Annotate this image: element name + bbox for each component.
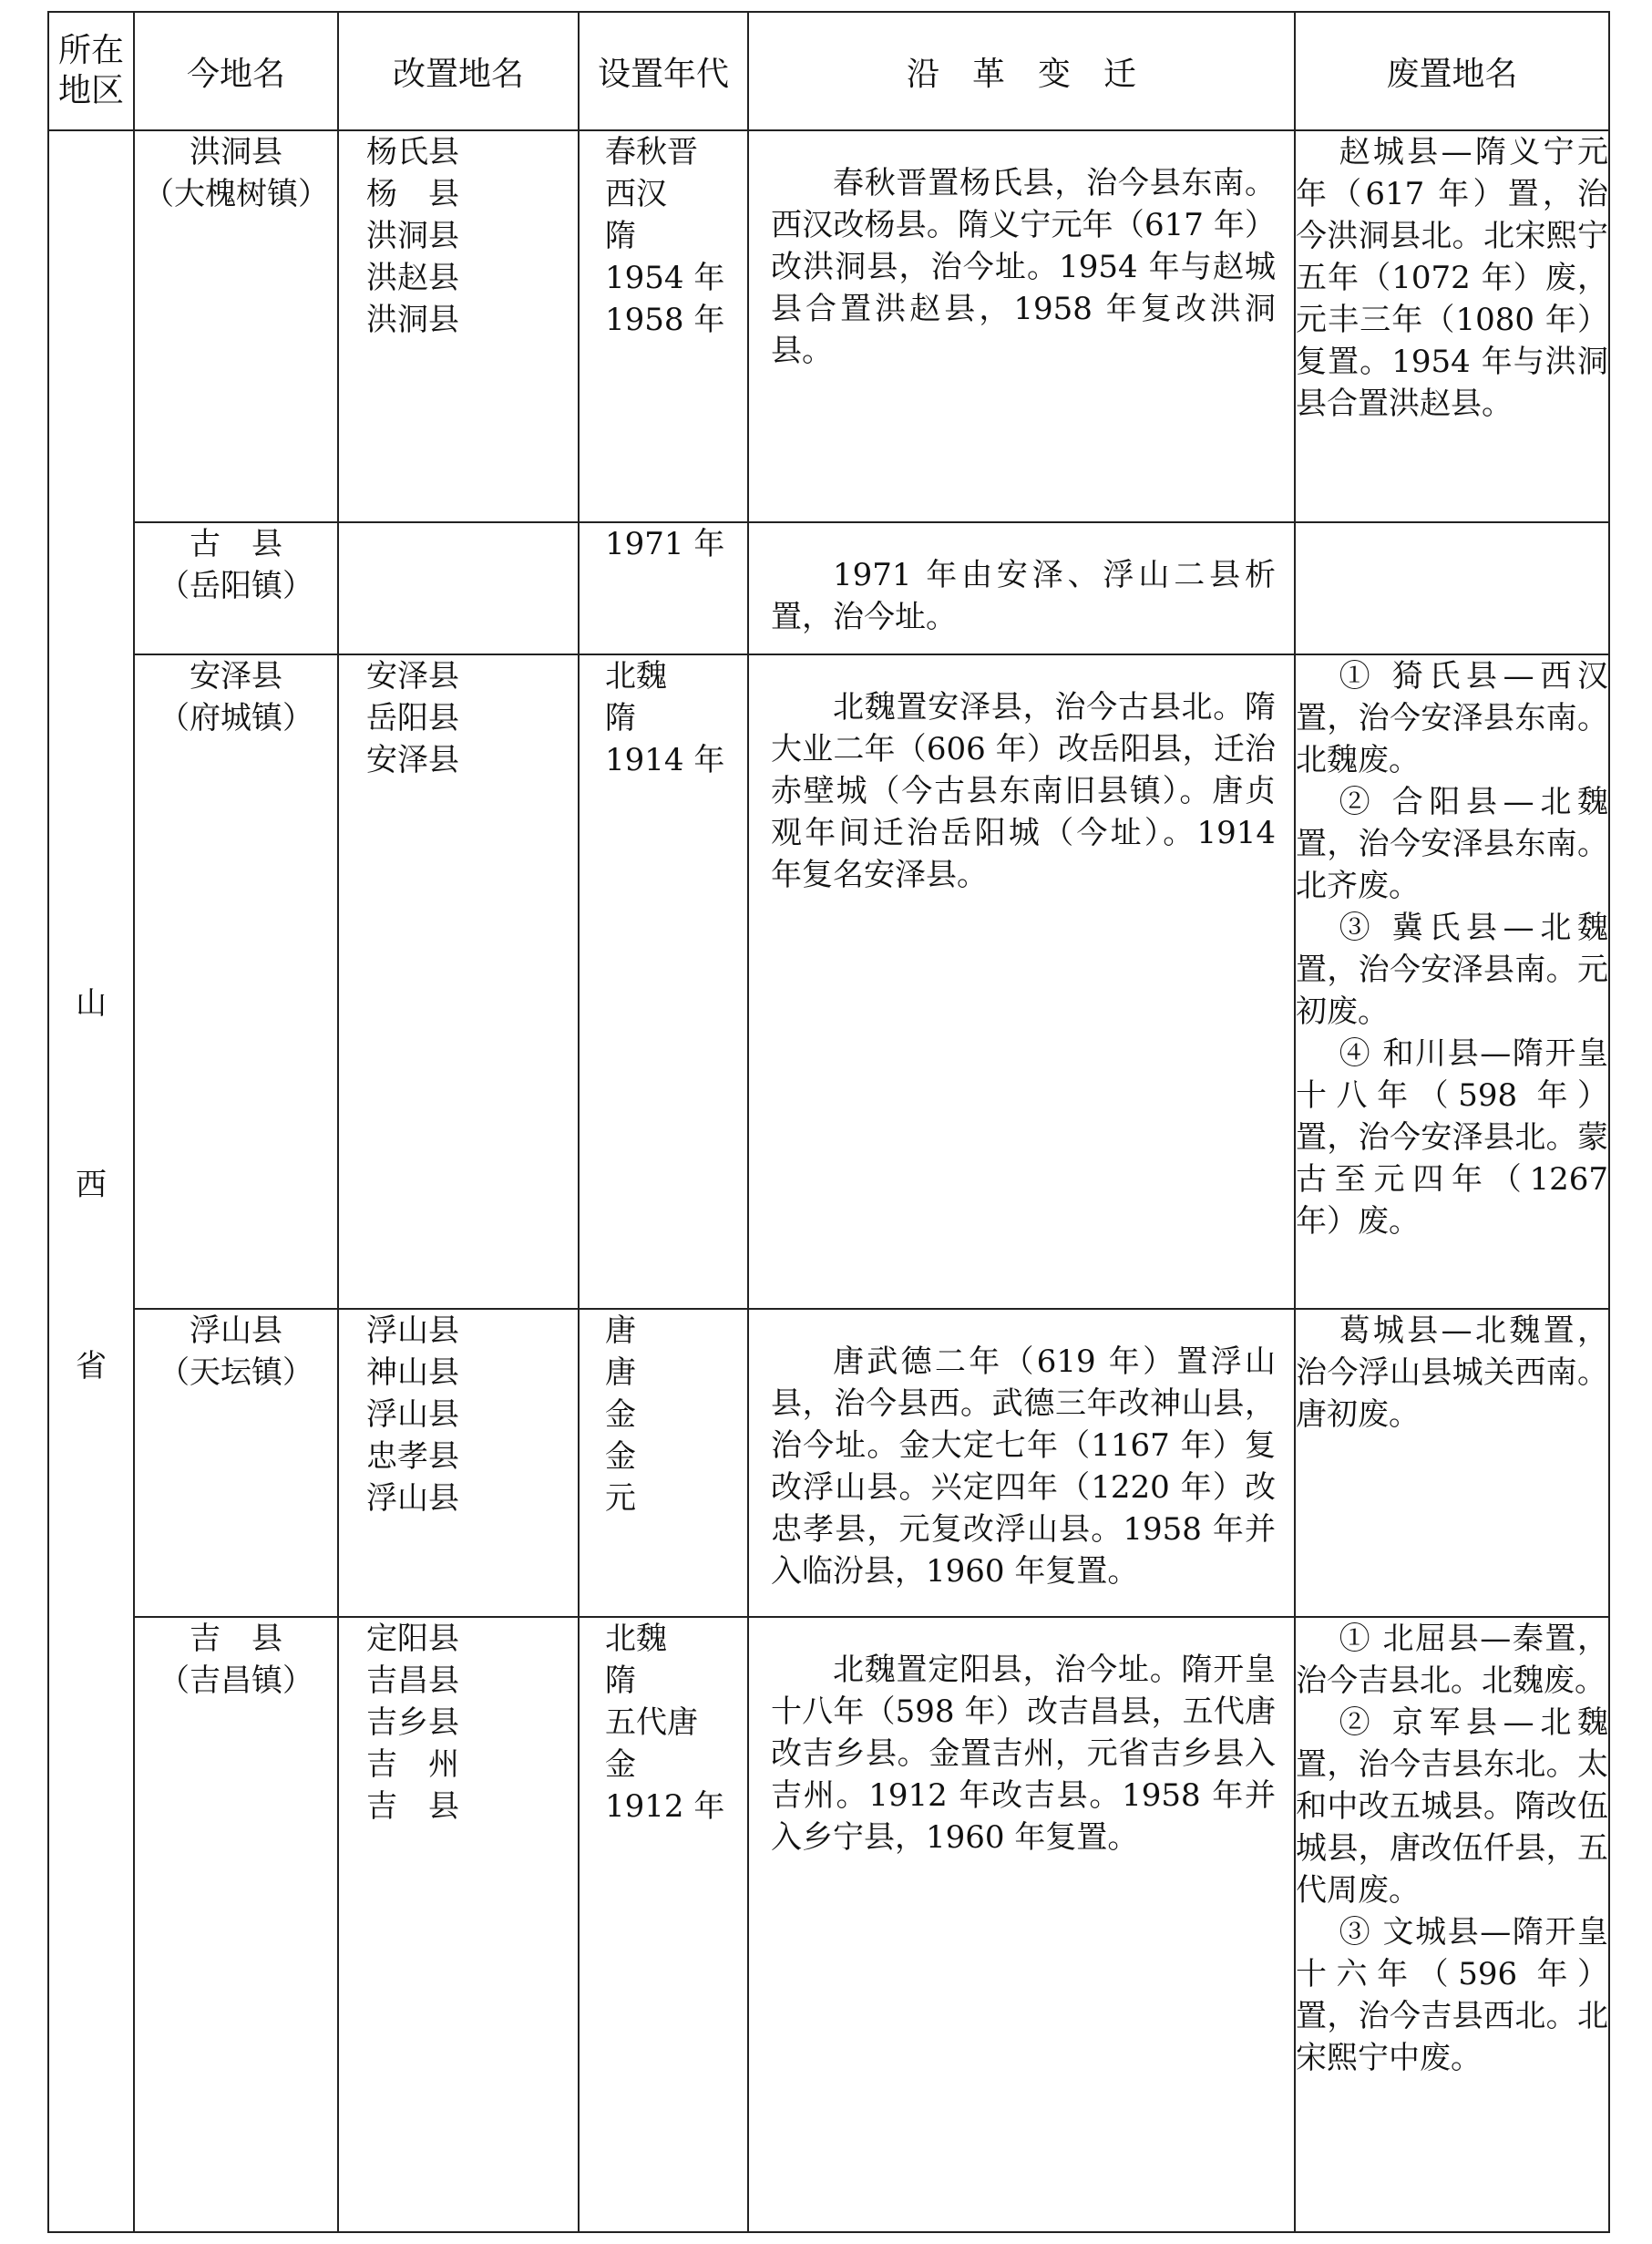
renamed-item: 吉乡县 [366, 1704, 459, 1741]
header-current-name: 今地名 [134, 12, 338, 130]
abolished-item: ② 京军县—北魏置，治今吉县东北。太和中改五城县。隋改伍城县，唐改伍仟县，五代周废。 [1296, 1704, 1608, 1909]
region-char: 山 [76, 984, 107, 1022]
history-cell [748, 522, 1295, 654]
current-name-cell [134, 1309, 338, 1617]
year-item: 春秋晋 [605, 134, 698, 170]
history-text: 北魏置定阳县，治今址。隋开皇十八年（598 年）改吉昌县，五代唐改吉乡县。金置吉州，元省吉乡县入吉州。1912 年改吉县。1958 年并入乡宁县，1960 年复置。 [771, 1652, 1276, 1856]
renamed-item: 浮山县 [366, 1480, 459, 1517]
table-row [48, 1309, 1609, 1617]
renamed-item: 定阳县 [366, 1621, 459, 1657]
abolished-cell [1295, 1617, 1609, 2232]
renamed-item: 岳阳县 [366, 700, 459, 736]
year-item: 1914 年 [605, 742, 725, 778]
abolished-item: 葛城县—北魏置，治今浮山县城关西南。唐初废。 [1296, 1312, 1608, 1433]
abolished-item: 赵城县—隋义宁元年（617 年）置，治今洪洞县北。北宋熙宁五年（1072 年）废，元丰三年（1080 年）复置。1954 年与洪洞县合置洪赵县。 [1296, 134, 1608, 422]
renamed-cell [338, 1617, 579, 2232]
renamed-item: 洪洞县 [366, 218, 459, 254]
year-item: 金 [605, 1746, 636, 1783]
year-cell [579, 130, 748, 522]
year-cell [579, 1309, 748, 1617]
renamed-item: 吉 县 [366, 1788, 459, 1825]
header-year: 设置年代 [579, 12, 748, 130]
renamed-item: 吉 州 [366, 1746, 459, 1783]
region-char: 省 [76, 1347, 107, 1384]
year-cell [579, 654, 748, 1309]
abolished-cell [1295, 522, 1609, 654]
history-cell [748, 654, 1295, 1309]
region-cell [48, 130, 134, 2232]
abolished-item: ② 合阳县—北魏置，治今安泽县东南。北齐废。 [1296, 784, 1608, 904]
abolished-item: ④ 和川县—隋开皇十八年（598 年）置，治今安泽县北。蒙古至元四年（1267 年）废。 [1296, 1035, 1608, 1240]
year-item: 元 [605, 1480, 636, 1517]
year-cell [579, 522, 748, 654]
renamed-item: 洪洞县 [366, 302, 459, 338]
history-cell [748, 130, 1295, 522]
year-item: 1912 年 [605, 1788, 725, 1825]
renamed-item: 杨 县 [366, 176, 459, 212]
abolished-cell [1295, 130, 1609, 522]
renamed-cell [338, 654, 579, 1309]
renamed-cell [338, 522, 579, 654]
year-item: 西汉 [605, 176, 667, 212]
current-name-cell [134, 522, 338, 654]
history-table [47, 11, 1610, 2233]
region-char: 西 [76, 1166, 107, 1203]
history-text: 唐武德二年（619 年）置浮山县，治今县西。武德三年改神山县，治今址。金大定七年（1167 年）复改浮山县。兴定四年（1220 年）改忠孝县，元复改浮山县。1958 年并入临汾县，1960 年复置。 [771, 1343, 1276, 1590]
year-cell [579, 1617, 748, 2232]
abolished-item: ① 猗氏县—西汉置，治今安泽县东南。北魏废。 [1296, 658, 1608, 778]
current-name-cell [134, 654, 338, 1309]
current-name: 洪洞县 [190, 134, 282, 170]
year-item: 金 [605, 1396, 636, 1433]
history-text: 1971 年由安泽、浮山二县析置，治今址。 [771, 557, 1276, 635]
history-cell [748, 1309, 1295, 1617]
history-text: 北魏置安泽县，治今古县北。隋大业二年（606 年）改岳阳县，迁治赤壁城（今古县东南旧县镇）。唐贞观年间迁治岳阳城（今址）。1914 年复名安泽县。 [771, 689, 1276, 893]
renamed-item: 杨氏县 [366, 134, 459, 170]
table-row [48, 654, 1609, 1309]
year-item: 金 [605, 1438, 636, 1475]
current-seat: （吉昌镇） [159, 1662, 313, 1699]
year-item: 北魏 [605, 1621, 667, 1657]
renamed-item: 浮山县 [366, 1396, 459, 1433]
table-row [48, 522, 1609, 654]
renamed-item: 神山县 [366, 1354, 459, 1391]
table-row [48, 1617, 1609, 2232]
current-name: 浮山县 [190, 1312, 282, 1349]
renamed-item: 安泽县 [366, 658, 459, 695]
history-text: 春秋晋置杨氏县，治今县东南。西汉改杨县。隋义宁元年（617 年）改洪洞县，治今址。1954 年与赵城县合置洪赵县，1958 年复改洪洞县。 [771, 165, 1276, 369]
renamed-item: 忠孝县 [366, 1438, 459, 1475]
header-region-line-2: 地区 [57, 72, 124, 109]
current-name: 古 县 [190, 526, 282, 562]
current-name: 吉 县 [190, 1621, 282, 1657]
current-seat: （天坛镇） [159, 1354, 313, 1391]
year-item: 1958 年 [605, 302, 725, 338]
table-row [48, 130, 1609, 522]
current-seat: （岳阳镇） [159, 568, 313, 604]
renamed-item: 洪赵县 [366, 260, 459, 296]
year-item: 五代唐 [605, 1704, 698, 1741]
current-name-cell [134, 1617, 338, 2232]
history-cell [748, 1617, 1295, 2232]
year-item: 隋 [605, 1662, 636, 1699]
year-item: 隋 [605, 700, 636, 736]
renamed-cell [338, 130, 579, 522]
abolished-cell [1295, 1309, 1609, 1617]
current-seat: （府城镇） [159, 700, 313, 736]
header-abolished: 废置地名 [1295, 12, 1609, 130]
header-region-line-1: 所在 [57, 32, 124, 69]
year-item: 1954 年 [605, 260, 725, 296]
renamed-item: 浮山县 [366, 1312, 459, 1349]
renamed-cell [338, 1309, 579, 1617]
abolished-cell [1295, 654, 1609, 1309]
abolished-item: ③ 文城县—隋开皇十六年（596 年）置，治今吉县西北。北宋熙宁中废。 [1296, 1914, 1608, 2076]
year-item: 唐 [605, 1312, 636, 1349]
year-item: 北魏 [605, 658, 667, 695]
year-item: 1971 年 [605, 526, 725, 562]
header-region [48, 12, 134, 130]
current-name: 安泽县 [190, 658, 282, 695]
abolished-item: ① 北屈县—秦置，治今吉县北。北魏废。 [1296, 1621, 1608, 1699]
year-item: 隋 [605, 218, 636, 254]
header-renamed: 改置地名 [338, 12, 579, 130]
current-seat: （大槐树镇） [143, 176, 329, 212]
renamed-item: 吉昌县 [366, 1662, 459, 1699]
header-history: 沿 革 变 迁 [748, 12, 1295, 130]
renamed-item: 安泽县 [366, 742, 459, 778]
current-name-cell [134, 130, 338, 522]
header-row [48, 12, 1609, 130]
abolished-item: ③ 冀氏县—北魏置，治今安泽县南。元初废。 [1296, 910, 1608, 1030]
year-item: 唐 [605, 1354, 636, 1391]
